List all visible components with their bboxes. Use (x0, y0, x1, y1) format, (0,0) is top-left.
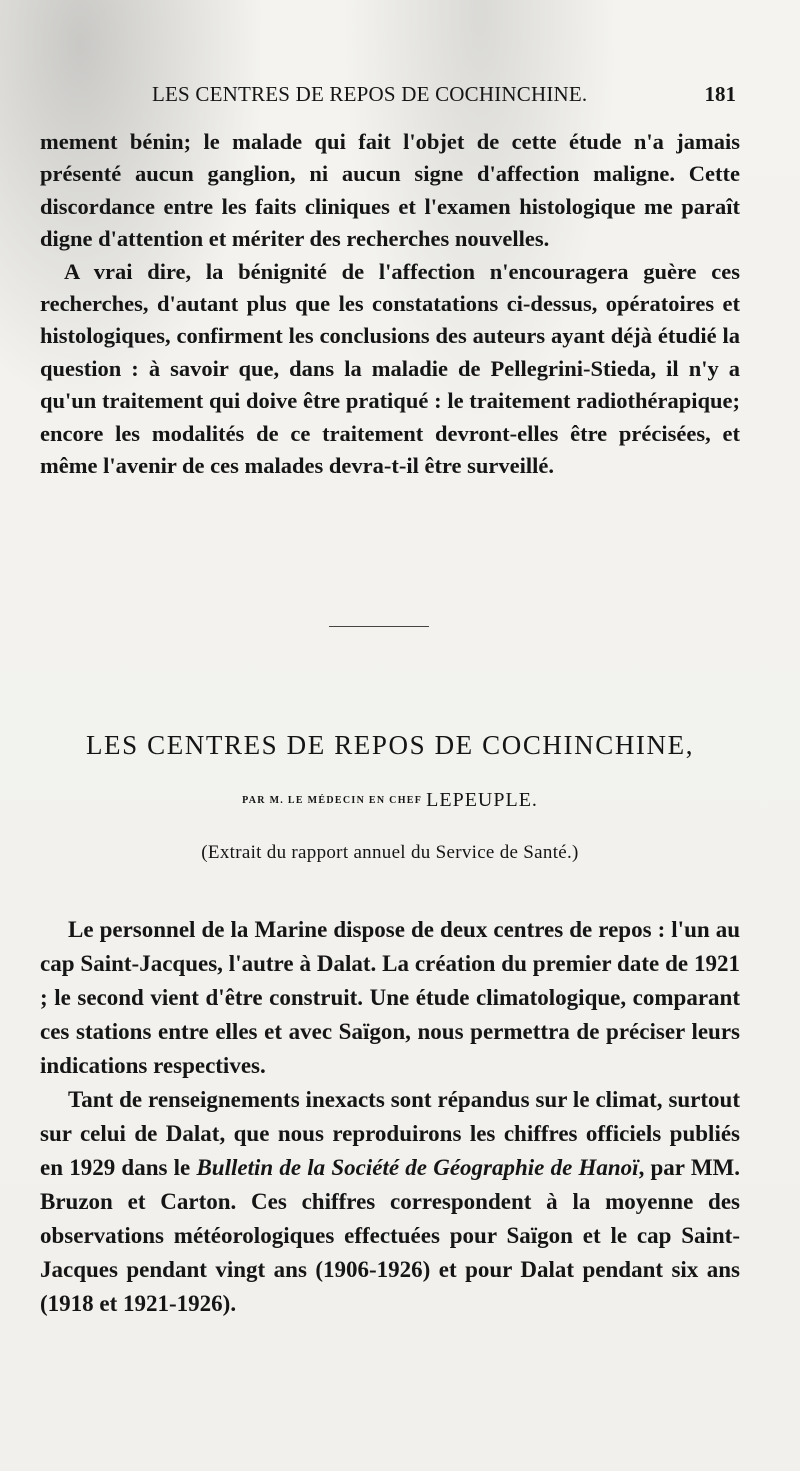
climate-text-end: , par MM. Bruzon et Carton. Ces chiffres correspondent à la moyenne des observations météorologiques effectuées pour Saïgon et le cap Saint-Jacques pendant vingt ans (1906-1926) et pour Dalat pendant six ans (1918 et 1921-1926). (40, 1155, 740, 1316)
paragraph-climate (40, 1083, 740, 1321)
section-divider (329, 626, 429, 627)
author-name: LEPEUPLE. (426, 789, 538, 811)
running-title: LES CENTRES DE REPOS DE COCHINCHINE. (152, 82, 588, 106)
paragraph-conclusion: A vrai dire, la bénignité de l'affection n'encouragera guère ces recherches, d'autant plus que les constatations ci-dessus, opératoires et histologiques, confirment les conclusions des auteurs ayant déjà étudié la question : à savoir que, dans la maladie de Pellegrini-Stieda, il n'y a qu'un traitement qui doive être pratiqué : le traitement radiothérapique; encore les modalités de ce traitement devront-elles être précisées, et même l'avenir de ces malades devra-t-il être surveillé. (40, 258, 740, 479)
bulletin-citation: Bulletin de la Société de Géographie de Hanoï (196, 1155, 639, 1180)
paragraph-intro: Le personnel de la Marine dispose de deux centres de repos : l'un au cap Saint-Jacques, l'autre à Dalat. La création du premier date de 1921 ; le second vient d'être construit. Une étude climatologique, comparant ces stations entre elles et avec Saïgon, nous permettra de préciser leurs indications respectives. (40, 917, 740, 1078)
continued-text-section (40, 126, 740, 482)
article-title: LES CENTRES DE REPOS DE COCHINCHINE, (85, 730, 695, 760)
article-byline (40, 789, 740, 812)
page-number: 181 (704, 82, 736, 106)
page-header (40, 82, 740, 112)
source-note: (Extrait du rapport annuel du Service de Santé.) (201, 842, 579, 863)
climate-text-start: Tant de renseignements inexacts sont répandus sur le climat, surtout sur celui de Dalat, que nous reproduirons les chiffres officiels publiés en 1929 dans le (40, 1087, 740, 1180)
paragraph-continuation: mement bénin; le malade qui fait l'objet de cette étude n'a jamais présenté aucun ganglion, ni aucun signe d'affection maligne. Cette discordance entre les faits cliniques et l'examen histologique me paraît digne d'attention et mériter des recherches nouvelles. (40, 129, 740, 252)
article-body (40, 913, 740, 1321)
byline-prefix: PAR M. LE MÉDECIN EN CHEF (242, 795, 423, 806)
